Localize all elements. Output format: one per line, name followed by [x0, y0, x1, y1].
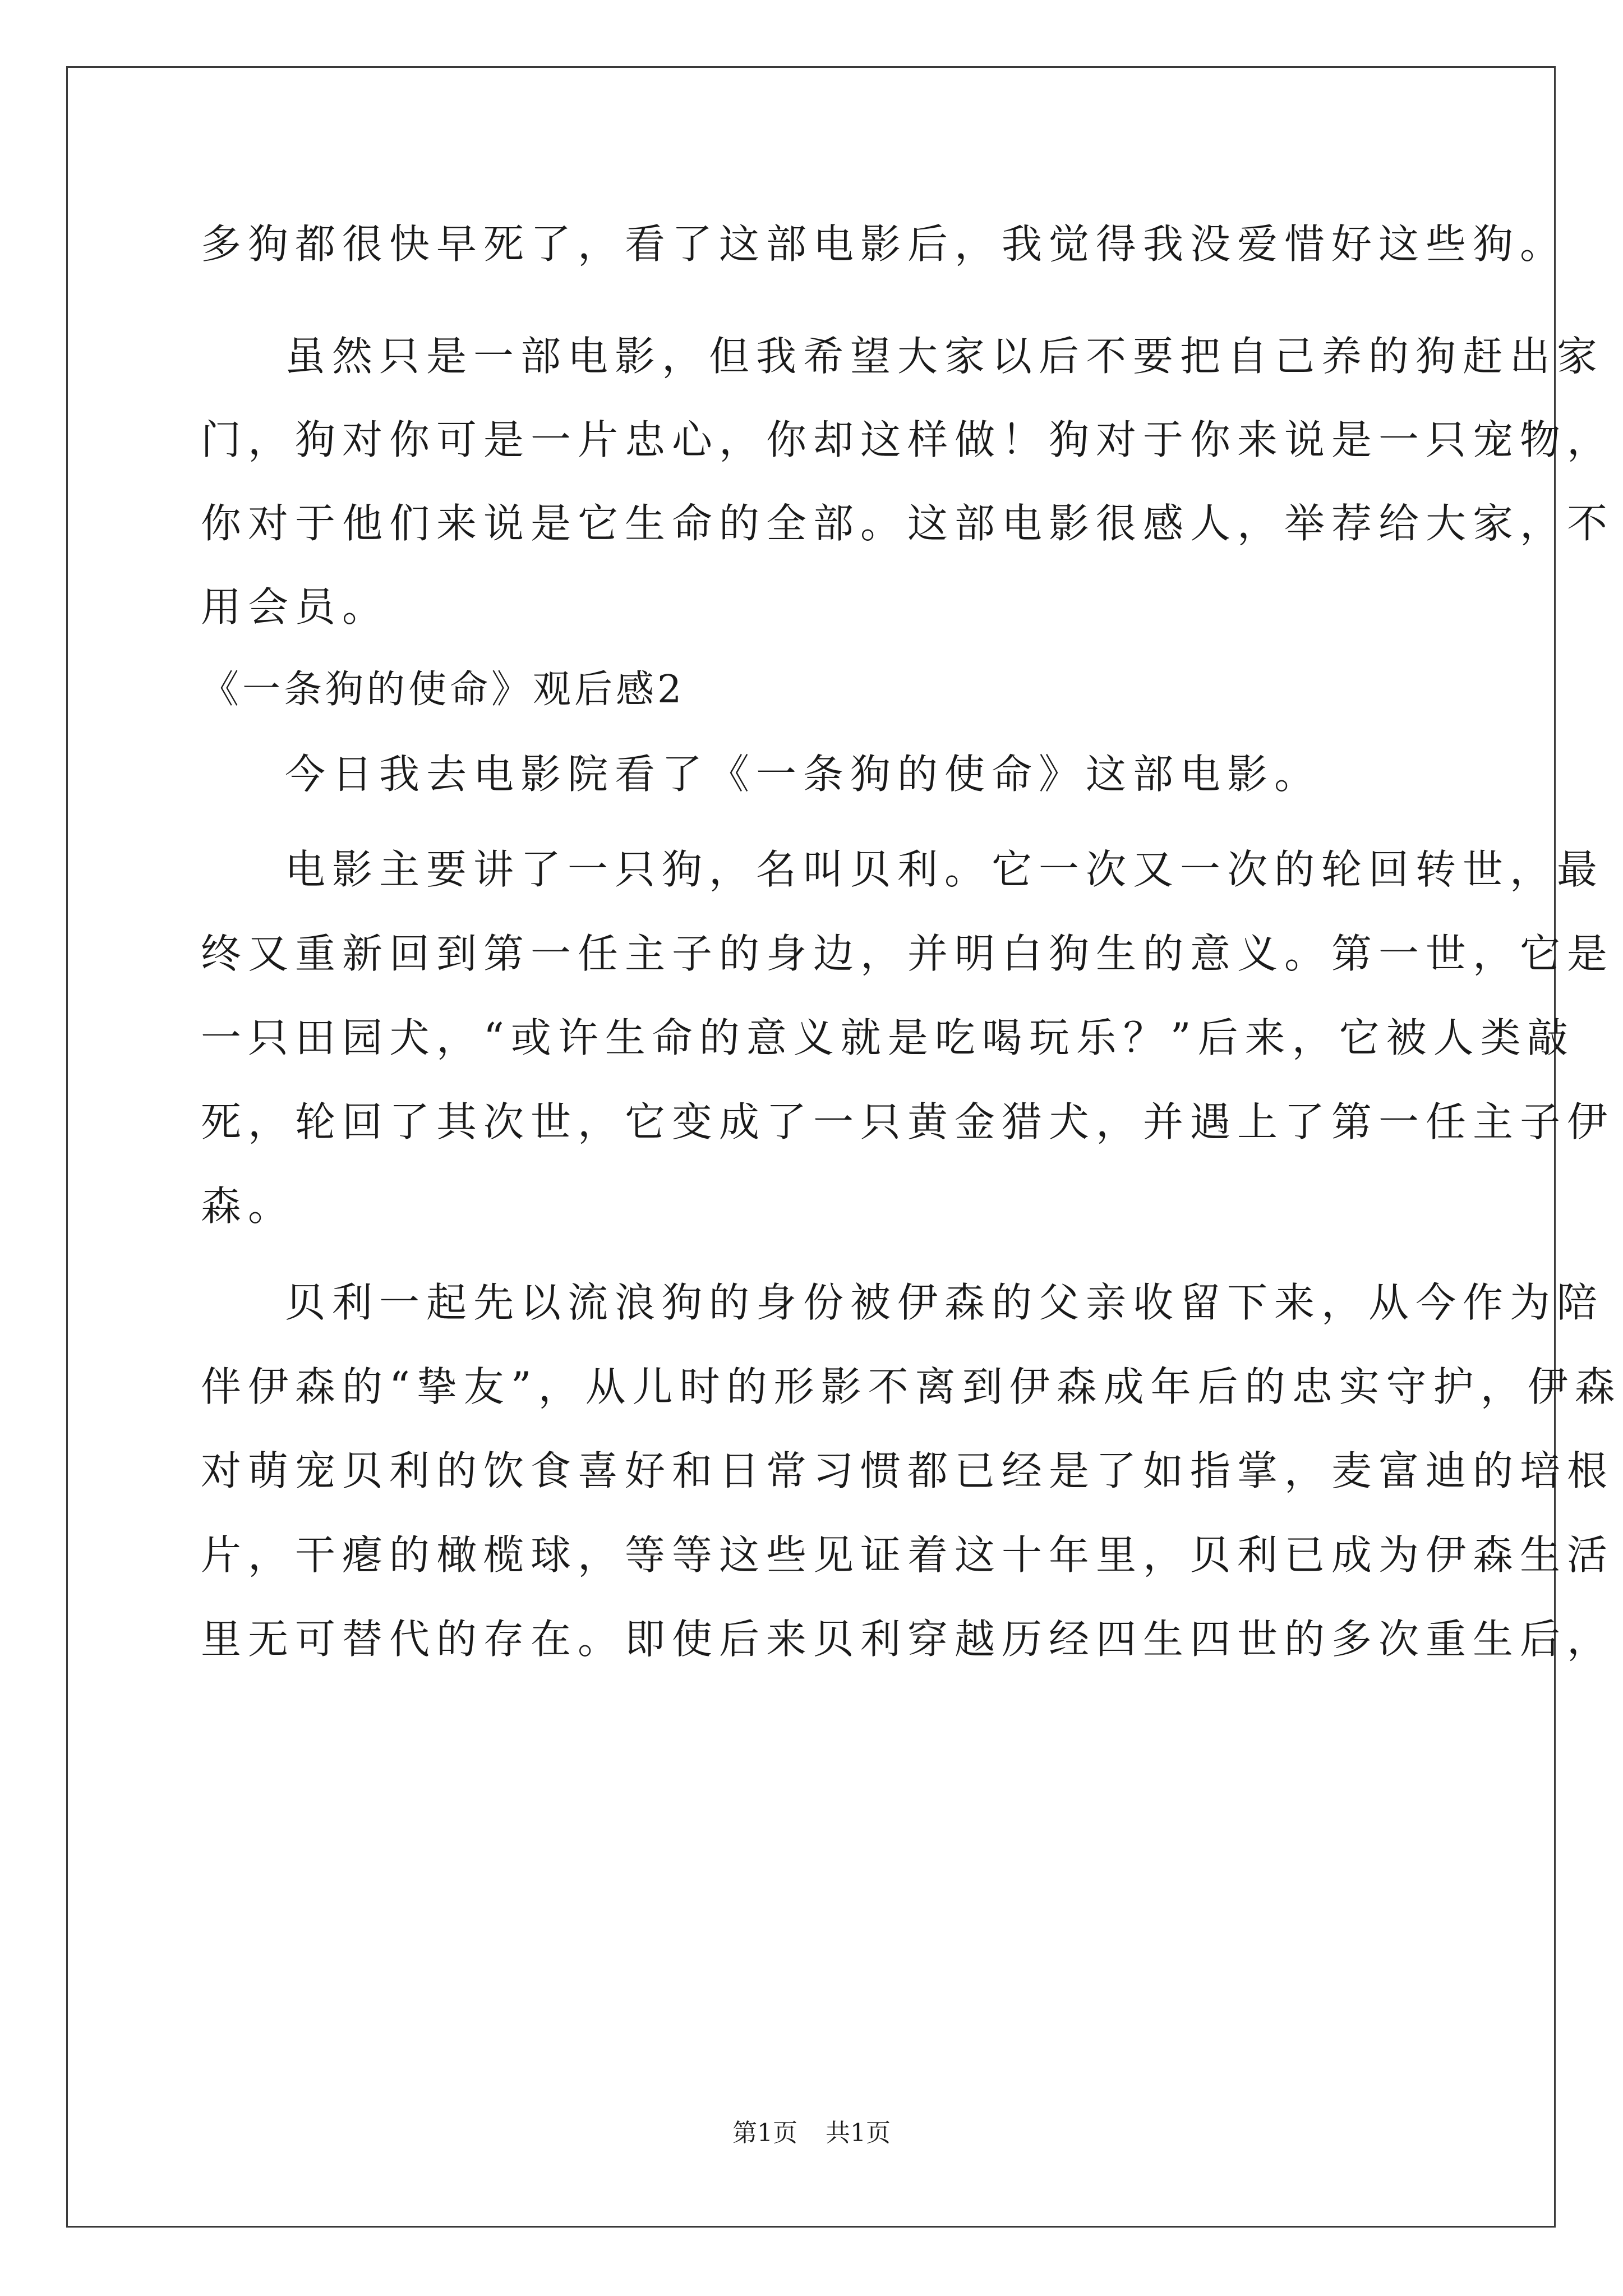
paragraph-line: 里无可替代的存在。即使后来贝利穿越历经四生四世的多次重生后， [201, 1616, 1615, 1663]
paragraph-line: 森。 [201, 1182, 296, 1230]
paragraph-line: 今日我去电影院看了《一条狗的使命》这部电影。 [285, 751, 1322, 798]
paragraph-line: 贝利一起先以流浪狗的身份被伊森的父亲收留下来，从今作为陪 [285, 1279, 1604, 1326]
paragraph-line: 伴伊森的“挚友”，从儿时的形影不离到伊森成年后的忠实守护，伊森 [201, 1363, 1622, 1410]
paragraph-line: 虽然只是一部电影，但我希望大家以后不要把自己养的狗赶出家 [285, 333, 1604, 380]
paragraph-line: 电影主要讲了一只狗，名叫贝利。它一次又一次的轮回转世，最 [285, 846, 1604, 893]
paragraph-line: 一只田园犬，“或许生命的意义就是吃喝玩乐？”后来，它被人类敲 [201, 1014, 1575, 1061]
section-heading: 《一条狗的使命》观后感2 [201, 668, 685, 712]
paragraph-line: 终又重新回到第一任主子的身边，并明白狗生的意义。第一世，它是 [201, 930, 1615, 977]
page-footer [0, 2118, 1623, 2149]
page-total: 共1页 [826, 2119, 891, 2147]
paragraph-line: 片，干瘪的橄榄球，等等这些见证着这十年里，贝利已成为伊森生活 [201, 1531, 1615, 1579]
paragraph-line: 死，轮回了其次世，它变成了一只黄金猎犬，并遇上了第一任主子伊 [201, 1098, 1615, 1145]
paragraph-line: 多狗都很快早死了，看了这部电影后，我觉得我没爱惜好这些狗。 [201, 220, 1567, 268]
paragraph-line: 用会员。 [201, 583, 390, 631]
paragraph-line: 门，狗对你可是一片忠心，你却这样做！狗对于你来说是一只宠物， [201, 416, 1615, 463]
paragraph-line: 你对于他们来说是它生命的全部。这部电影很感人，举荐给大家，不 [201, 500, 1615, 547]
paragraph-line: 对萌宠贝利的饮食喜好和日常习惯都已经是了如指掌，麦富迪的培根 [201, 1447, 1615, 1494]
page-number: 第1页 [732, 2119, 797, 2147]
